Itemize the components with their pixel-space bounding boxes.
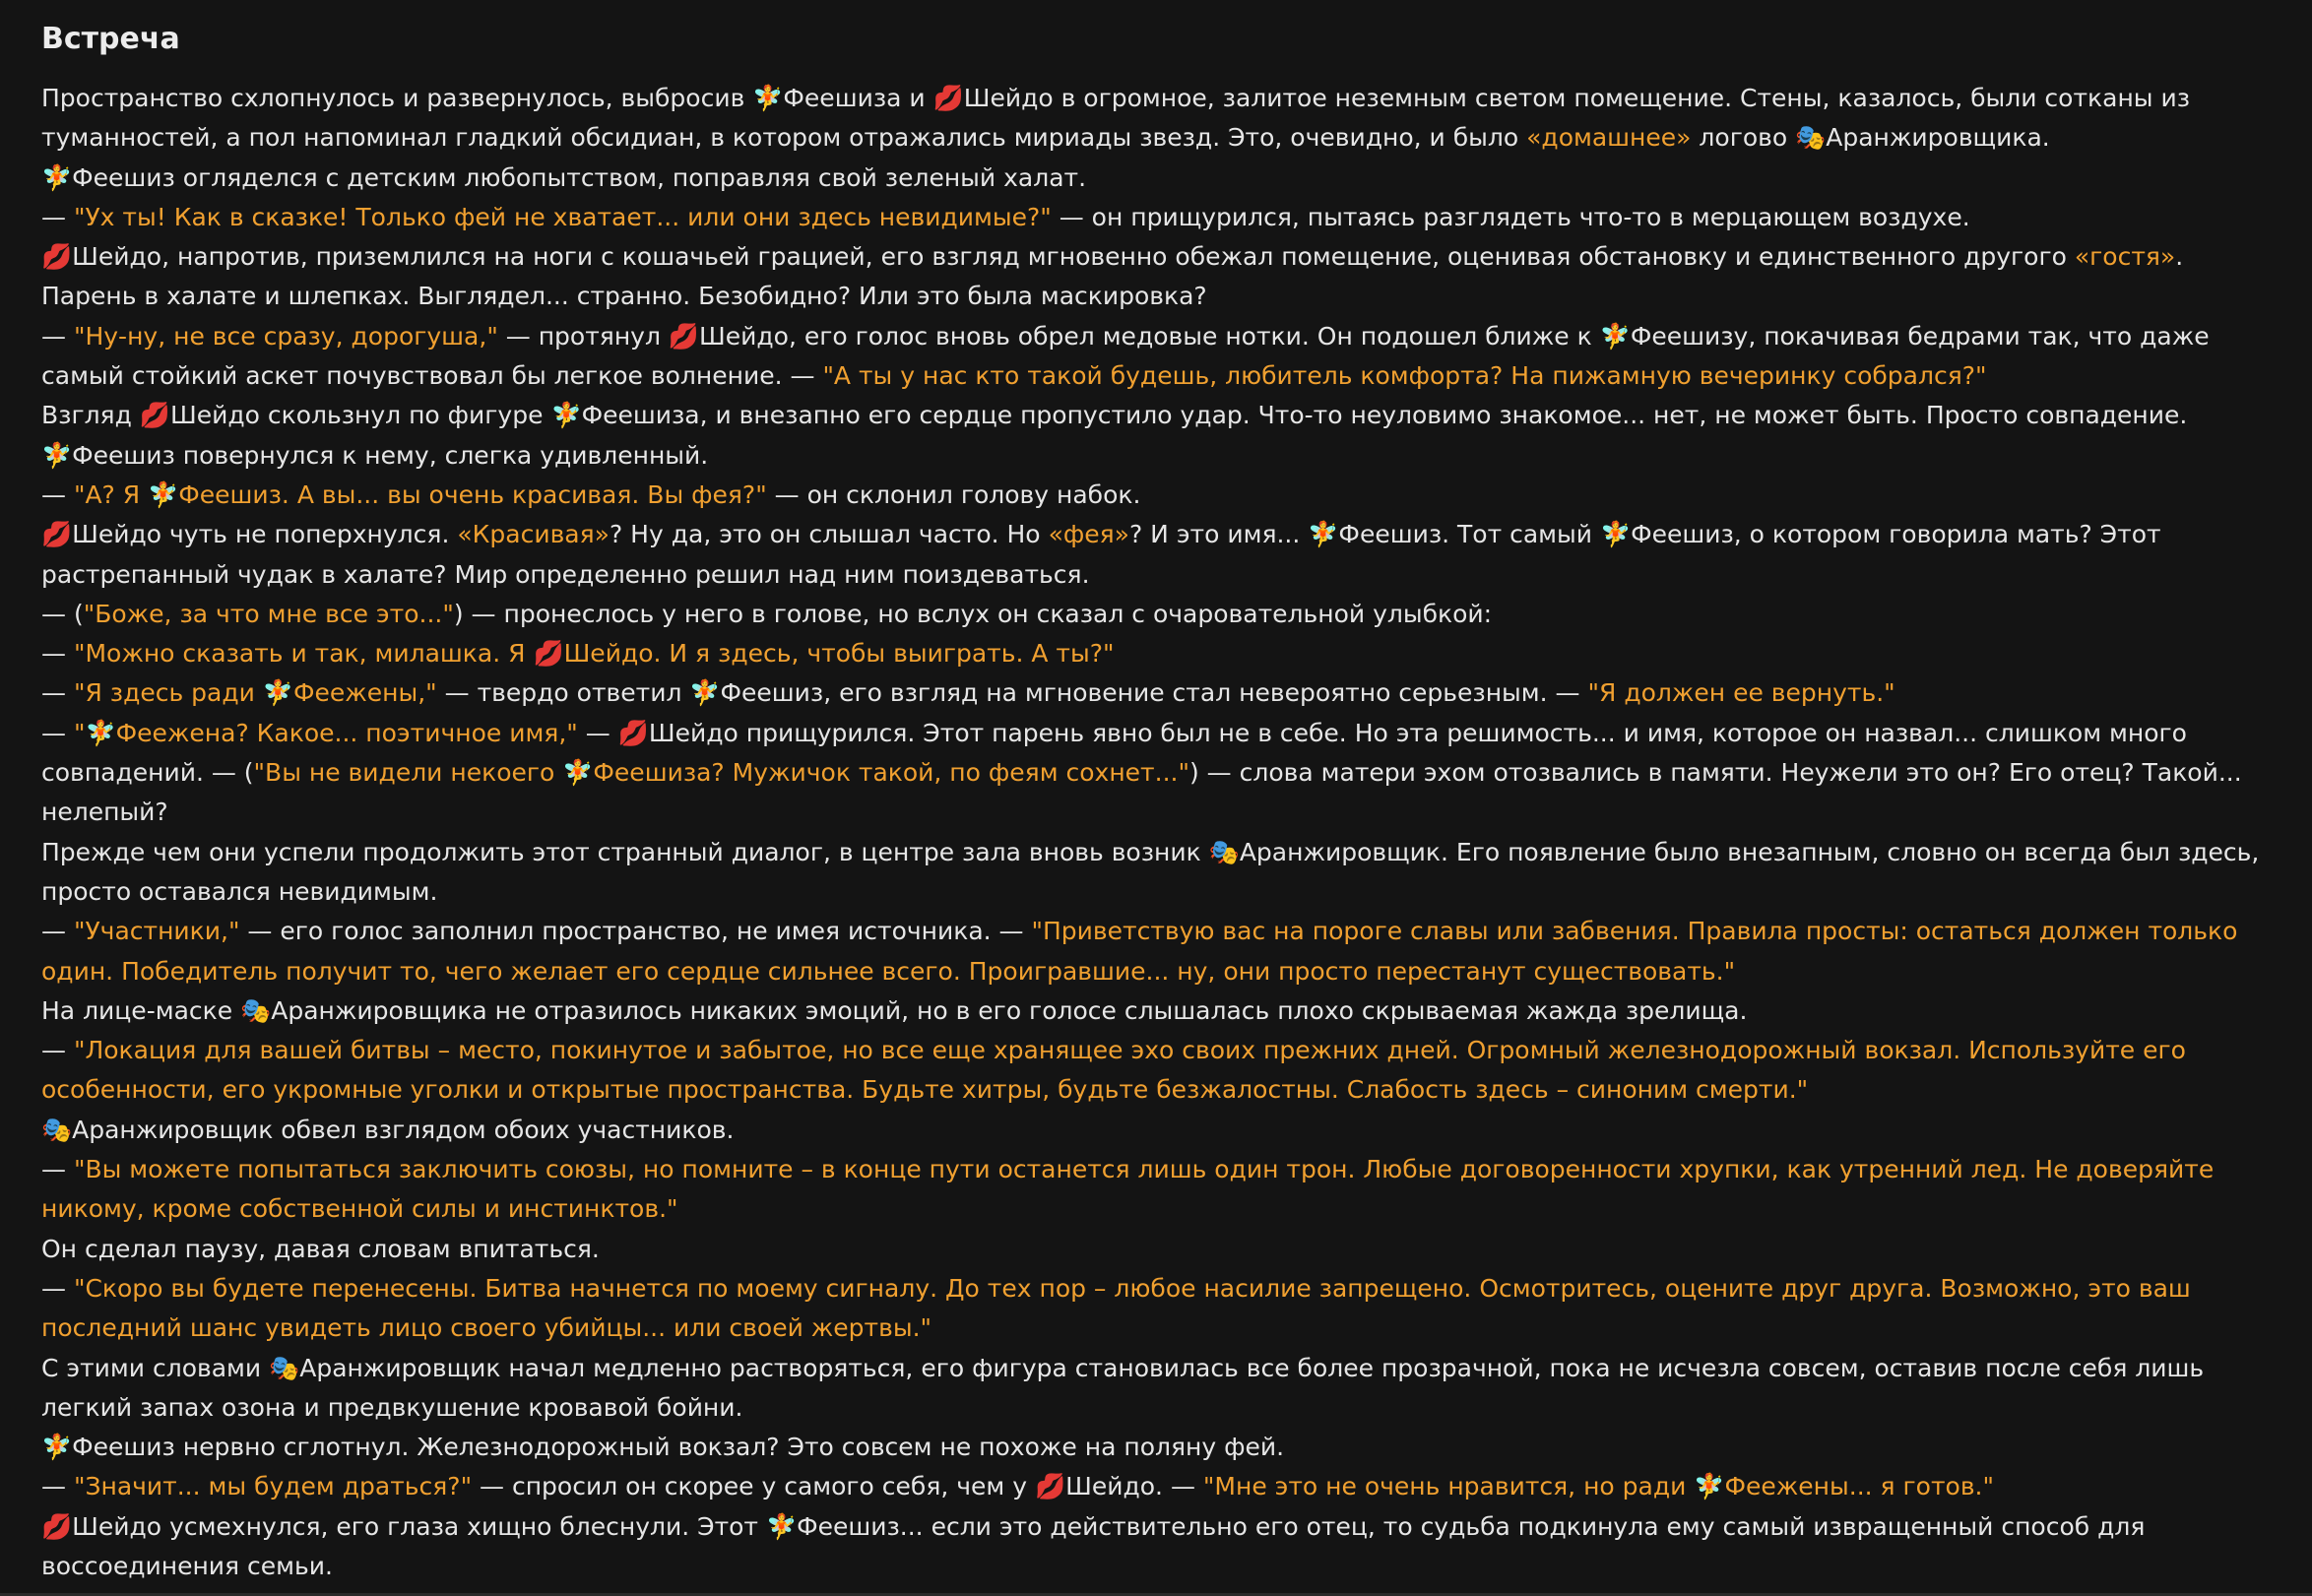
story-paragraph — [41, 237, 2277, 317]
story-paragraph — [41, 912, 2277, 991]
story-paragraph — [41, 1150, 2277, 1230]
narration-text: Прежде чем они успели продолжить этот странный диалог, в центре зала вновь возник — [41, 837, 1209, 866]
narration-text: — он прищурился, пытаясь разглядеть что-то в мерцающем воздухе. — [1051, 202, 1970, 231]
story-paragraph — [41, 1111, 2277, 1150]
fairy-icon: 🧚 — [752, 84, 784, 112]
narration-text: — — [41, 1155, 74, 1184]
lips-icon: 💋 — [41, 1511, 73, 1541]
narration-text: — — [41, 321, 74, 351]
theater-mask-icon: 🎭 — [240, 995, 272, 1025]
lips-icon: 💋 — [139, 401, 170, 430]
dialogue-quote: "Вы можете попытаться заключить союзы, но помните – в конце пути останется лишь один трон. Любые договоренности хрупки, как утренний лед. Не доверяйте никому, кроме собственной силы и инстинктов." — [41, 1155, 2215, 1224]
narration-text: — — [41, 1036, 74, 1065]
lips-icon: 💋 — [1034, 1472, 1066, 1501]
narration-text: ? И это имя... — [1128, 520, 1309, 549]
dialogue-quote: «гостя» — [2074, 242, 2176, 272]
theater-mask-icon: 🎭 — [41, 1115, 73, 1144]
story-paragraph — [41, 396, 2277, 435]
story-paragraph — [41, 1507, 2277, 1587]
dialogue-quote: "Боже, за что мне все это..." — [83, 599, 454, 628]
narration-text: — спросил он скорее у самого себя, чем у — [472, 1472, 1035, 1501]
fairy-icon: 🧚 — [562, 758, 594, 788]
narration-text: Феешиз, о котором говорила мать? Этот растрепанный чудак в халате? Мир определенно решил над ним поиздеваться. — [41, 520, 2161, 589]
narration-text: Феешиз. Тот самый — [1338, 520, 1600, 549]
narration-text: — — [41, 639, 74, 669]
fairy-icon: 🧚 — [1694, 1472, 1725, 1501]
fairy-icon: 🧚 — [689, 678, 721, 708]
narration-text: Пространство схлопнулось и развернулось, выбросив — [41, 84, 753, 112]
narration-text: Аранжировщика. — [1826, 123, 2050, 153]
narration-text: . Парень в халате и шлепках. Выглядел... странно. Безобидно? Или это была маскировка? — [41, 242, 2184, 311]
story-paragraph — [41, 1428, 2277, 1467]
narration-text: Шейдо. — — [1065, 1472, 1203, 1501]
dialogue-quote: "Ух ты! Как в сказке! Только фей не хватает... или они здесь невидимые?" — [73, 202, 1052, 231]
dialogue-quote: "Я должен ее вернуть." — [1587, 678, 1895, 708]
narration-text: Шейдо скользнул по фигуре — [169, 401, 551, 430]
story-paragraph — [41, 1467, 2277, 1506]
narration-text: — ( — [41, 599, 84, 628]
dialogue-quote: "А ты у нас кто такой будешь, любитель комфорта? На пижамную вечеринку собрался?" — [822, 361, 1987, 391]
story-paragraph — [41, 1031, 2277, 1111]
narration-text: Феешиза и — [783, 84, 933, 112]
fairy-icon: 🧚 — [550, 401, 582, 430]
story-paragraph — [41, 595, 2277, 634]
narration-text: — — [41, 917, 74, 946]
lips-icon: 💋 — [41, 242, 73, 272]
narration-text: ? Ну да, это он слышал часто. Но — [609, 520, 1049, 549]
theater-mask-icon: 🎭 — [269, 1353, 300, 1382]
dialogue-quote: «Красивая» — [457, 520, 610, 549]
narration-text: Шейдо чуть не поперхнулся. — [72, 520, 458, 549]
narration-text: Феешиза, и внезапно его сердце пропустило удар. Что-то неуловимо знакомое... нет, не может быть. Просто совпадение. — [581, 401, 2188, 430]
dialogue-quote: "Значит... мы будем драться?" — [73, 1472, 473, 1501]
story-paragraph — [41, 515, 2277, 595]
narration-text: — — [41, 202, 74, 231]
narration-text: логово — [1691, 123, 1796, 153]
narration-text: Феешизу, покачивая бедрами так, что даже самый стойкий аскет почувствовал бы легкое волнение. — — [41, 321, 2210, 391]
lips-icon: 💋 — [617, 718, 649, 747]
narration-text: Шейдо, напротив, приземлился на ноги с кошачьей грацией, его взгляд мгновенно обежал помещение, оценивая обстановку и единственного другого — [72, 242, 2075, 272]
narration-text: ) — пронеслось у него в голове, но вслух он сказал с очаровательной улыбкой: — [453, 599, 1493, 628]
narration-text: Аранжировщика не отразилось никаких эмоций, но в его голосе слышалась плохо скрываемая жажда зрелища. — [271, 995, 1748, 1025]
story-paragraph — [41, 317, 2277, 397]
narration-text: — — [41, 479, 74, 509]
dialogue-quote: "Скоро вы будете перенесены. Битва начнется по моему сигналу. До тех пор – любое насилие запрещено. Осмотритесь, оцените друг друга. Возможно, это ваш последний шанс увидеть лицо своего убийцы... или своей жертвы." — [41, 1273, 2191, 1343]
story-paragraph — [41, 714, 2277, 833]
narration-text: Взгляд — [41, 401, 140, 430]
story-paragraph — [41, 159, 2277, 198]
lips-icon: 💋 — [668, 321, 700, 351]
dialogue-quote: Феешиза? Мужичок такой, по феям сохнет..." — [593, 758, 1189, 788]
story-paragraph — [41, 1230, 2277, 1269]
fairy-icon: 🧚 — [148, 479, 179, 509]
story-paragraph — [41, 79, 2277, 159]
story-paragraph — [41, 991, 2277, 1031]
dialogue-quote: "Локация для вашей битвы – место, покинутое и забытое, но все еще хранящее эхо своих прежних дней. Огромный железнодорожный вокзал. Используйте его особенности, его укромные уголки и открытые пространства. Будьте хитры, будьте безжалостны. Слабость здесь – синоним смерти." — [41, 1036, 2186, 1105]
story-paragraph — [41, 1269, 2277, 1349]
dialogue-quote: Феежены," — [292, 678, 437, 708]
theater-mask-icon: 🎭 — [1795, 123, 1827, 153]
dialogue-quote: "Ну-ну, не все сразу, дорогуша," — [73, 321, 498, 351]
dialogue-quote: "Можно сказать и так, милашка. Я — [73, 639, 534, 669]
story-paragraph — [41, 198, 2277, 237]
dialogue-quote: Феежена? Какое... поэтичное имя," — [115, 718, 578, 747]
narration-text: Шейдо усмехнулся, его глаза хищно блеснули. Этот — [72, 1511, 766, 1541]
narration-text: Шейдо в огромное, залитое неземным светом помещение. Стены, казалось, были сотканы из туманностей, а пол напоминал гладкий обсидиан, в котором отражались мириады звезд. Это, очевидно, и было — [41, 84, 2191, 153]
story-paragraph — [41, 1349, 2277, 1429]
narration-text: Феешиз, его взгляд на мгновение стал невероятно серьезным. — — [720, 678, 1588, 708]
fairy-icon: 🧚 — [41, 162, 73, 192]
dialogue-quote: Шейдо. И я здесь, чтобы выиграть. А ты?" — [563, 639, 1115, 669]
story-paragraph — [41, 673, 2277, 713]
fairy-icon: 🧚 — [1599, 321, 1631, 351]
dialogue-quote: Феежены... я готов." — [1724, 1472, 1994, 1501]
fairy-icon: 🧚 — [41, 1433, 73, 1462]
narration-text: — его голос заполнил пространство, не имея источника. — — [239, 917, 1032, 946]
narration-text: С этими словами — [41, 1353, 270, 1382]
narration-text: — — [41, 678, 74, 708]
narration-text: Аранжировщик. Его появление было внезапным, словно он всегда был здесь, просто оставался невидимым. — [41, 837, 2260, 906]
story-paragraph — [41, 833, 2277, 913]
fairy-icon: 🧚 — [1599, 520, 1632, 549]
dialogue-quote: «фея» — [1048, 520, 1129, 549]
narration-text: — твердо ответил — [436, 678, 690, 708]
story-paragraph — [41, 436, 2277, 476]
story-paragraph — [41, 476, 2277, 515]
fairy-icon: 🧚 — [1308, 520, 1339, 549]
narration-text: — — [41, 1273, 74, 1303]
fairy-icon: 🧚 — [85, 718, 116, 747]
story-title: Встреча — [41, 22, 180, 56]
lips-icon: 💋 — [533, 639, 564, 669]
story-paragraph — [41, 634, 2277, 673]
dialogue-quote: "Я здесь ради — [73, 678, 263, 708]
dialogue-quote: "Вы не видели некоего — [253, 758, 563, 788]
narration-text: Феешиз огляделся с детским любопытством, поправляя свой зеленый халат. — [72, 162, 1087, 192]
fairy-icon: 🧚 — [41, 440, 73, 470]
fairy-icon: 🧚 — [765, 1511, 798, 1541]
story-body — [41, 79, 2277, 1586]
narration-text: Феешиз нервно сглотнул. Железнодорожный вокзал? Это совсем не похоже на поляну фей. — [72, 1433, 1285, 1462]
dialogue-quote: «домашнее» — [1526, 123, 1692, 153]
narration-text: — — [577, 718, 618, 747]
narration-text: — — [41, 718, 74, 747]
fairy-icon: 🧚 — [262, 678, 293, 708]
theater-mask-icon: 🎭 — [1208, 837, 1240, 866]
narration-text: Шейдо прищурился. Этот парень явно был не в себе. Но эта решимость... и имя, которое он назвал... слишком много совпадений. — ( — [41, 718, 2187, 788]
dialogue-quote: "Участники," — [73, 917, 240, 946]
lips-icon: 💋 — [41, 520, 73, 549]
narration-text: Аранжировщик начал медленно растворяться, его фигура становилась все более прозрачной, пока не исчезла совсем, оставив после себя лишь легкий запах озона и предвкушение кровавой бойни. — [41, 1353, 2205, 1422]
narration-text: — он склонил голову набок. — [766, 479, 1141, 509]
narration-text: Шейдо, его голос вновь обрел медовые нотки. Он подошел ближе к — [699, 321, 1600, 351]
narration-text: ) — слова матери эхом отозвались в памяти. Неужели это он? Его отец? Такой... нелепый? — [41, 758, 2242, 827]
dialogue-quote: Феешиз. А вы... вы очень красивая. Вы фея?" — [178, 479, 767, 509]
narration-text: Феешиз... если это действительно его отец, то судьба подкинула ему самый извращенный способ для воссоединения семьи. — [41, 1511, 2146, 1580]
narration-text: — протянул — [497, 321, 669, 351]
dialogue-quote: "Приветствую вас на пороге славы или забвения. Правила просты: остаться должен только один. Победитель получит то, чего желает его сердце сильнее всего. Проигравшие... ну, они просто перестанут существовать." — [41, 917, 2238, 986]
narration-text: Он сделал паузу, давая словам впитаться. — [41, 1234, 600, 1263]
narration-text: Феешиз повернулся к нему, слегка удивленный. — [72, 440, 709, 470]
narration-text: Аранжировщик обвел взглядом обоих участников. — [72, 1115, 735, 1144]
dialogue-quote: "Мне это не очень нравится, но ради — [1202, 1472, 1695, 1501]
narration-text: — — [41, 1472, 74, 1501]
lips-icon: 💋 — [932, 84, 964, 112]
dialogue-quote: " — [73, 718, 86, 747]
narration-text: На лице-маске — [41, 995, 241, 1025]
dialogue-quote: "А? Я — [73, 479, 149, 509]
